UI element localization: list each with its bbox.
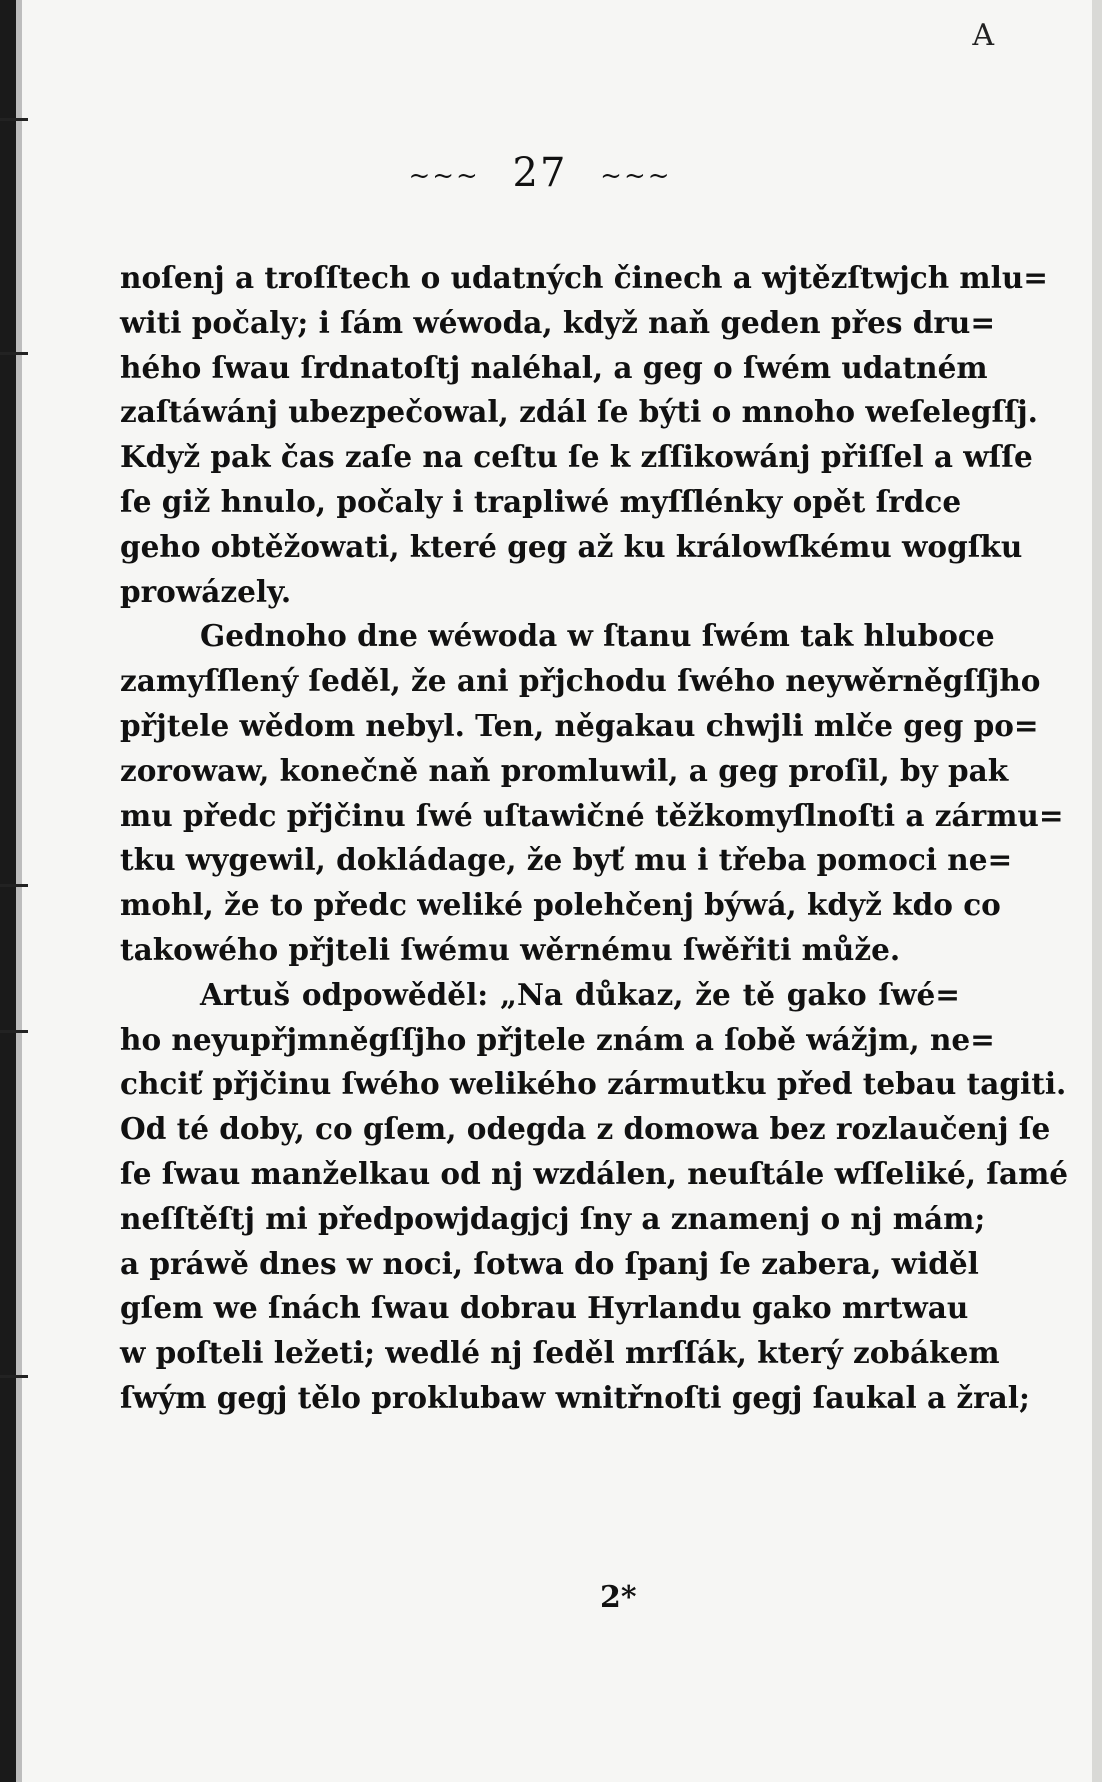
text-line: a práwě dnes w noci, ſotwa do ſpanj ſe zabera, widěl: [120, 1245, 979, 1281]
page-body: [120, 150, 1069, 1421]
edge-tick: [0, 1375, 28, 1378]
text-line: zorowaw, konečně naň promluwil, a geg proſil, by pak: [120, 752, 1009, 788]
edge-tick: [0, 884, 28, 887]
page-number: 27: [512, 150, 568, 196]
signature-mark: 2*: [600, 1580, 637, 1615]
text-line: neſſtěſtj mi předpowjdagjcj ſny a znamenj o nj mám;: [120, 1200, 986, 1236]
text-line: tku wygewil, dokládage, že byť mu i třeba pomoci ne=: [120, 842, 1013, 878]
text-line: w poſteli ležeti; wedlé nj ſeděl mrſſák, který zobákem: [120, 1335, 1000, 1371]
text-line: ſe giž hnulo, počaly i trapliwé myſſlénky opět ſrdce: [120, 483, 962, 519]
paragraph-2: [120, 614, 1064, 972]
paragraph-3: [120, 973, 1069, 1421]
text-line: witi počaly; i ſám wéwoda, když naň geden přes dru=: [120, 304, 996, 340]
text-line: noſenj a troſſtech o udatných činech a wjtězſtwjch mlu=: [120, 260, 1049, 295]
text-line: geho obtěžowati, které geg až ku králowſkému wogſku: [120, 528, 1023, 564]
text-line: ſe ſwau manželkau od nj wzdálen, neuſtále wſſeliké, ſamé: [120, 1155, 1069, 1191]
text-line: zamyſſlený ſeděl, že ani přjchodu ſwého neywěrněgſſjho: [120, 663, 1041, 699]
paragraph-1: [120, 256, 1049, 614]
text-line: Když pak čas zaſe na ceſtu ſe k zſſikowánj přiſſel a wſſe: [120, 439, 1033, 475]
text-line: ho neyupřjmněgſſjho přjtele znám a ſobě wážjm, ne=: [120, 1021, 995, 1057]
text-line: Gednoho dne wéwoda w ſtanu ſwém tak hluboce: [200, 618, 995, 654]
header-ornament-left: ~~~: [408, 161, 480, 191]
text-line: ſwým gegj tělo proklubaw wnitřnoſti gegj ſaukal a žral;: [120, 1379, 1030, 1415]
text-line: mohl, že to předc weliké polehčenj býwá, když kdo co: [120, 887, 1001, 923]
text-line: hého ſwau ſrdnatoſtj naléhal, a geg o ſwém udatném: [120, 349, 988, 385]
text-line: chciť přjčinu ſwého welikého zármutku před tebau tagiti.: [120, 1066, 1067, 1102]
corner-mark: A: [972, 18, 994, 53]
binding-edge: [0, 0, 16, 1782]
edge-tick: [0, 352, 28, 355]
text-line: Od té doby, co gſem, odegda z domowa bez rozlaučenj ſe: [120, 1111, 1051, 1147]
page-right-edge: [1092, 0, 1102, 1782]
text-line: mu předc přjčinu ſwé uſtawičné těžkomyſlnoſti a zármu=: [120, 797, 1064, 833]
edge-tick: [0, 118, 28, 121]
text-line: přjtele wědom nebyl. Ten, něgakau chwjli mlče geg po=: [120, 707, 1039, 743]
text-line: Artuš odpowěděl: „Na důkaz, že tě gako ſwé=: [200, 976, 960, 1012]
text-line: takowého přjteli ſwému wěrnému ſwěřiti může.: [120, 931, 901, 967]
header-ornament-right: ~~~: [600, 161, 672, 191]
text-line: gſem we ſnách ſwau dobrau Hyrlandu gako mrtwau: [120, 1290, 969, 1326]
edge-tick: [0, 1030, 28, 1033]
binding-shadow: [16, 0, 22, 1782]
text-line: zaſtáwánj ubezpečowal, zdál ſe býti o mnoho weſelegſſj.: [120, 394, 1038, 430]
page-header: [120, 150, 960, 196]
text-line: prowázely.: [120, 573, 292, 609]
